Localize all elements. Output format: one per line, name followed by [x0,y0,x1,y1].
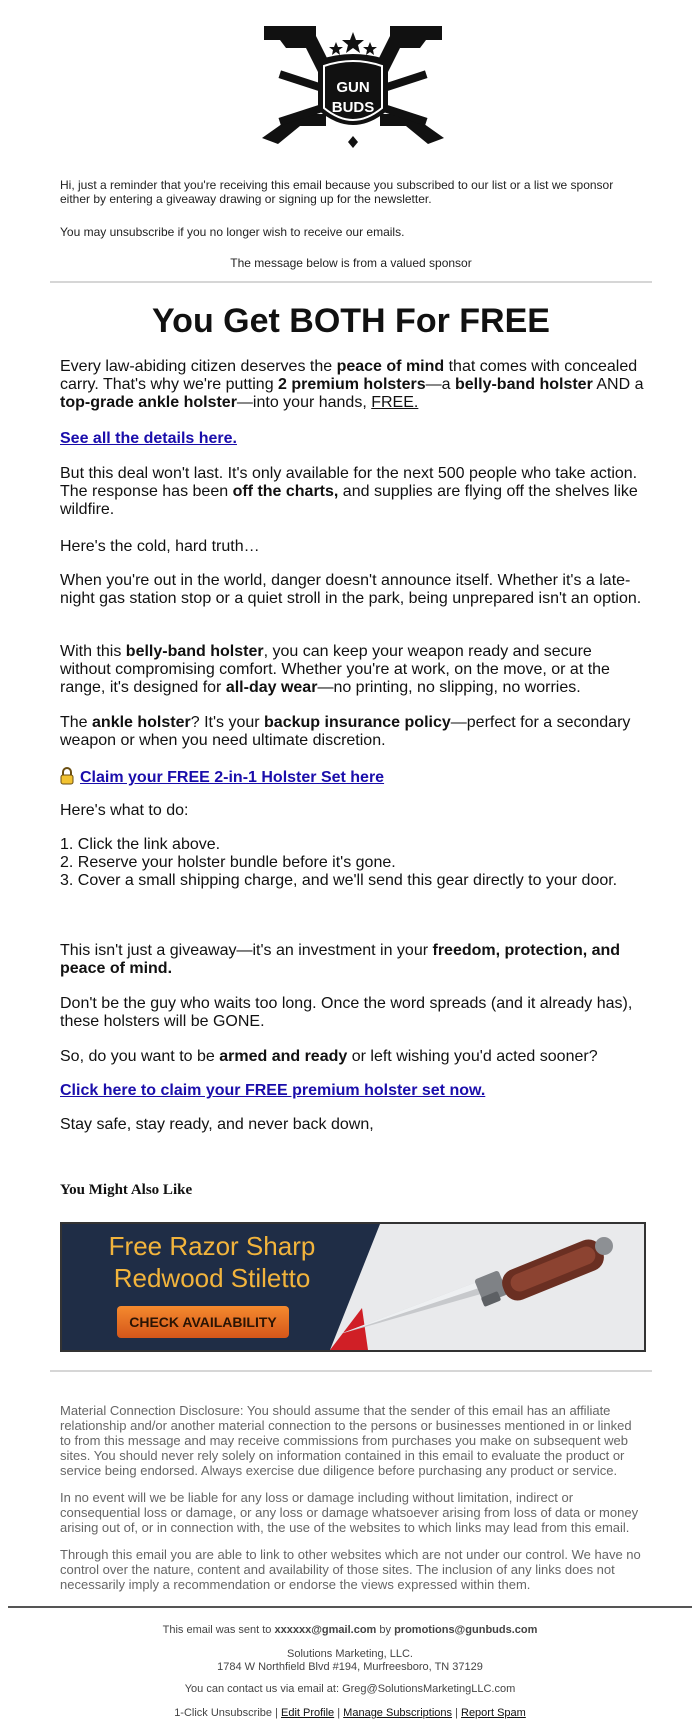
page-title: You Get BOTH For FREE [152,302,550,340]
step-item: 3. Cover a small shipping charge, and we'll send this gear directly to your door. [60,872,618,889]
claim-row [60,767,645,790]
banner-title-line1: Free Razor Sharp [108,1231,316,1261]
logo-graphic [256,18,450,152]
company-name: Solutions Marketing, LLC. [287,1648,413,1660]
investment-paragraph: This isn't just a giveaway—it's an investment in your freedom, protection, and peace of mind. [60,942,621,977]
divider-bottom [50,1370,652,1372]
details-link[interactable]: See all the details here. [60,430,237,447]
liability-disclosure: In no event will we be liable for any loss or damage including without limitation, indirect or consequential loss or damage, or any loss or damage whatsoever arising from loss of data or money arising out of, or in connection with, the use of the websites to which links may lead from this email. [60,1490,639,1535]
final-claim-link[interactable]: Click here to claim your FREE premium holster set now. [60,1082,486,1099]
deal-paragraph: But this deal won't last. It's only available for the next 500 people who take action. The response has been off the charts, and supplies are flying off the shelves like wildfire. [60,465,638,518]
truth-paragraph: Here's the cold, hard truth… [60,538,260,555]
lock-icon [60,767,74,790]
steps-list [60,836,660,890]
links-disclosure: Through this email you are able to link to other websites which are not under our control. We have no control over the nature, content and availability of those sites. The inclusion of any links does not necessarily imply a recommendation or endorse the views expressed within them. [60,1547,641,1592]
banner-title-line2: Redwood Stiletto [113,1263,311,1293]
ankle-holster-paragraph: The ankle holster? It's your backup insurance policy—perfect for a secondary weapon or when you need ultimate discretion. [60,714,631,749]
step-item: 1. Click the link above. [60,836,221,853]
material-disclosure: Material Connection Disclosure: You should assume that the sender of this email has an affiliate relationship and/or another material connection to the persons or businesses mentioned in or linked to from this message and may receive commissions from purchases you make on subsequent web sites. You should never rely solely on information contained in this email to evaluate the product or service being endorsed. Always exercise due diligence before purchasing any product or service. [60,1403,632,1478]
one-click-unsubscribe[interactable]: 1-Click Unsubscribe [174,1707,272,1719]
belly-band-paragraph: With this belly-band holster, you can keep your weapon ready and secure without compromising comfort. Whether you're at work, on the move, or at the range, it's designed for all-day wear—no printing, no slipping, no worries. [60,643,610,696]
related-heading: You Might Also Like [60,1182,193,1198]
logo-text-top: GUN [336,79,370,96]
check-availability-button[interactable]: CHECK AVAILABILITY [117,1306,289,1338]
contact-line: You can contact us via email at: Greg@SolutionsMarketingLLC.com [184,1683,516,1695]
footer-divider [8,1606,692,1608]
urgency-paragraph: Don't be the guy who waits too long. Once the word spreads (and it already has), these holsters will be GONE. [60,995,633,1030]
signoff: Stay safe, stay ready, and never back down, [60,1116,374,1133]
sponsor-note: The message below is from a valued sponsor [230,256,472,270]
danger-paragraph: When you're out in the world, danger doesn't announce itself. Whether it's a late-night gas station stop or a quiet stroll in the park, being unprepared isn't an option. [60,572,642,607]
subscription-reminder: Hi, just a reminder that you're receiving this email because you subscribed to our list or a list we sponsor either by entering a giveaway drawing or signing up for the newsletter. [60,178,614,206]
divider-top [50,281,652,283]
manage-subscriptions-link[interactable]: Manage Subscriptions [343,1707,453,1719]
company-address: 1784 W Northfield Blvd #194, Murfreesboro, TN 37129 [217,1661,483,1673]
step-item: 2. Reserve your holster bundle before it's gone. [60,854,396,871]
logo-text-bottom: BUDS [331,99,375,116]
question-paragraph: So, do you want to be armed and ready or left wishing you'd acted sooner? [60,1048,598,1065]
gunbuds-logo [256,18,450,152]
knife-icon [332,1232,632,1342]
edit-profile-link[interactable]: Edit Profile [280,1707,335,1719]
intro-paragraph: Every law-abiding citizen deserves the peace of mind that comes with concealed carry. That's why we're putting 2 premium holsters—a belly-band holster AND a top-grade ankle holster—into your hands, FREE. [60,358,644,411]
claim-link[interactable]: Claim your FREE 2-in-1 Holster Set here [80,769,385,786]
report-spam-link[interactable]: Report Spam [461,1707,526,1719]
footer-links: 1-Click Unsubscribe | Edit Profile | Manage Subscriptions | Report Spam [174,1707,526,1719]
unsubscribe-note: You may unsubscribe if you no longer wish to receive our emails. [60,225,405,239]
sent-to-line: This email was sent to xxxxxx@gmail.com by promotions@gunbuds.com [162,1624,538,1636]
todo-intro: Here's what to do: [60,802,189,819]
stiletto-banner[interactable] [60,1222,646,1352]
